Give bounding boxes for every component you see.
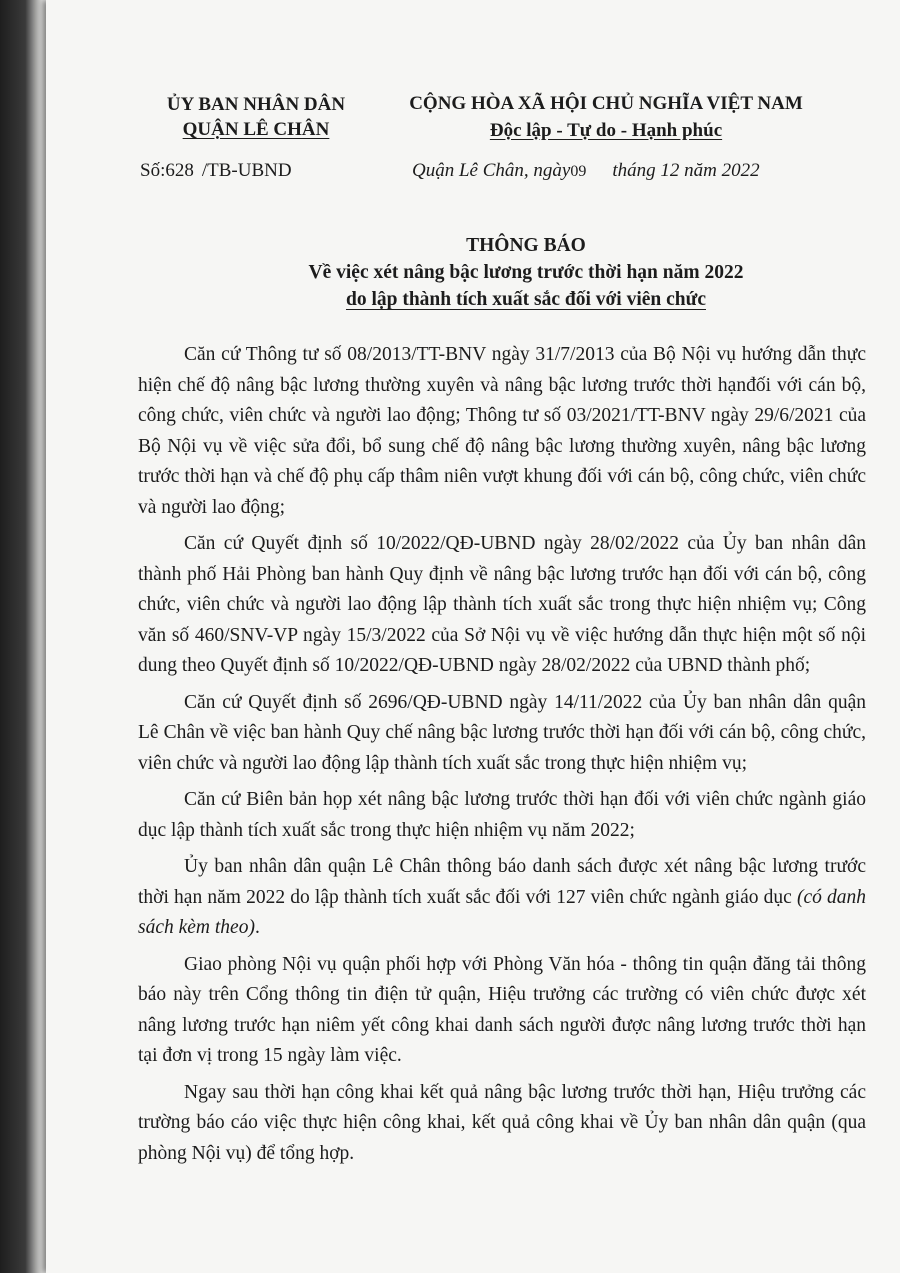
title-subject-line-1: Về việc xét nâng bậc lương trước thời hạn năm 2022 xyxy=(308,262,744,283)
paragraph-legal-basis-4: Căn cứ Biên bản họp xét nâng bậc lương trước thời hạn đối với viên chức ngành giáo dục lập thành tích xuất sắc trong thực hiện nhiệm vụ năm 2022; xyxy=(138,789,866,841)
date-day: 09 xyxy=(570,163,587,180)
paragraph-legal-basis-1: Căn cứ Thông tư số 08/2013/TT-BNV ngày 31/7/2013 của Bộ Nội vụ hướng dẫn thực hiện chế độ nâng bậc lương thường xuyên và nâng bậc lương trước thời hạnđối với cán bộ, công chức, viên chức và người lao động; Thông tư số 03/2021/TT-BNV ngày 29/6/2021 của Bộ Nội vụ về việc sửa đổi, bổ sung chế độ nâng bậc lương thường xuyên, nâng bậc lương trước thời hạn và chế độ phụ cấp thâm niên vượt khung đối với cán bộ, công chức, viên chức và người lao động; xyxy=(138,344,866,518)
document-page xyxy=(46,0,900,1273)
paragraph-announcement xyxy=(138,852,866,944)
document-number-suffix: /TB-UBND xyxy=(201,160,292,181)
document-number xyxy=(140,160,292,182)
paragraph-legal-basis-2: Căn cứ Quyết định số 10/2022/QĐ-UBND ngày 28/02/2022 của Ủy ban nhân dân thành phố Hải Phòng ban hành Quy định về nâng bậc lương trước hạn đối với cán bộ, công chức, viên chức và người lao động lập thành tích xuất sắc trong thực hiện nhiệm vụ; Công văn số 460/SNV-VP ngày 15/3/2022 của Sở Nội vụ về việc hướng dẫn thực hiện một số nội dung theo Quyết định số 10/2022/QĐ-UBND ngày 28/02/2022 của UBND thành phố; xyxy=(138,533,866,676)
paragraph-reporting: Ngay sau thời hạn công khai kết quả nâng bậc lương trước thời hạn, Hiệu trưởng các trường báo cáo việc thực hiện công khai, kết quả công khai về Ủy ban nhân dân quận (qua phòng Nội vụ) để tổng hợp. xyxy=(138,1081,866,1164)
country-name: CỘNG HÒA XÃ HỘI CHỦ NGHĨA VIỆT NAM xyxy=(409,93,803,114)
title-heading: THÔNG BÁO xyxy=(466,235,586,256)
document-body xyxy=(138,340,866,1175)
announcement-end: . xyxy=(254,917,260,938)
issuing-authority xyxy=(146,92,366,142)
document-number-label: Số: xyxy=(140,160,166,181)
title-subject-line-2: do lập thành tích xuất sắc đối với viên chức xyxy=(345,289,706,310)
date-month-year: tháng 12 năm 2022 xyxy=(612,160,760,181)
date-prefix: Quận Lê Chân, ngày xyxy=(412,160,571,181)
national-motto: Độc lập - Tự do - Hạnh phúc xyxy=(489,120,723,141)
authority-line-2: QUẬN LÊ CHÂN xyxy=(182,119,330,140)
paragraph-assignment: Giao phòng Nội vụ quận phối hợp với Phòng Văn hóa - thông tin quận đăng tải thông báo này trên Cổng thông tin điện tử quận, Hiệu trưởng các trường có viên chức được xét nâng lương trước hạn niêm yết công khai danh sách người được nâng lương trước thời hạn tại đơn vị trong 15 ngày làm việc. xyxy=(138,953,866,1066)
place-and-date xyxy=(412,160,760,182)
document-title xyxy=(206,232,846,313)
document-number-value: 628 xyxy=(165,160,194,181)
paragraph-legal-basis-3: Căn cứ Quyết định số 2696/QĐ-UBND ngày 14/11/2022 của Ủy ban nhân dân quận Lê Chân về việc ban hành Quy chế nâng bậc lương trước thời hạn đối với cán bộ, công chức, viên chức và người lao động lập thành tích xuất sắc trong thực hiện nhiệm vụ; xyxy=(138,691,866,774)
announcement-text: Ủy ban nhân dân quận Lê Chân thông báo danh sách được xét nâng bậc lương trước thời hạn năm 2022 do lập thành tích xuất sắc đối với 127 viên chức ngành giáo dục xyxy=(138,856,866,908)
authority-line-1: ỦY BAN NHÂN DÂN xyxy=(166,94,346,115)
page-edge-shadow xyxy=(0,0,46,1273)
national-header xyxy=(376,90,836,144)
announcement-note: (có danh sách kèm theo) xyxy=(138,886,867,938)
